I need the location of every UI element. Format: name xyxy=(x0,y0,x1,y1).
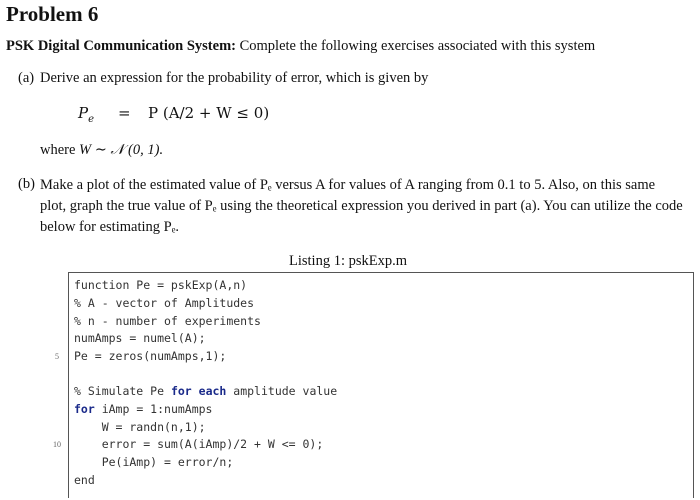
code-comment-start: % Simulate Pe xyxy=(74,384,171,398)
intro-text: Complete the following exercises associated with this system xyxy=(239,38,596,54)
equation-lhs xyxy=(78,104,94,125)
code-line-9: W = randn(n,1); xyxy=(74,420,206,434)
problem-title: Problem 6 xyxy=(6,2,99,26)
equation-equals: = xyxy=(118,104,131,122)
part-b-text xyxy=(40,175,692,238)
part-b-line-3: below for estimating Pₑ. xyxy=(40,219,180,235)
code-line-11: Pe(iAmp) = error/n; xyxy=(74,455,234,469)
code-line-12: end xyxy=(74,473,95,487)
code-line-4: numAmps = numel(A); xyxy=(74,331,206,345)
code-for-rest: iAmp = 1:numAmps xyxy=(94,402,213,416)
code-line-3: % n - number of experiments xyxy=(74,314,261,328)
code-keyword-for: for xyxy=(74,402,95,416)
where-expr: W ∼ 𝒩 (0, 1). xyxy=(79,142,164,158)
code-keyword-for-comment: for xyxy=(170,384,192,398)
eq-lhs-sub: e xyxy=(88,114,95,125)
part-a-text: Derive an expression for the probability of error, which is given by xyxy=(40,70,429,86)
where-line xyxy=(40,142,163,159)
equation-rhs: P (A/2 + W ≤ 0) xyxy=(148,104,270,122)
part-a-label: (a) xyxy=(18,70,35,86)
code-keyword-each: each xyxy=(198,384,227,398)
part-b-line-1: Make a plot of the estimated value of Pₑ versus A for values of A ranging from 0.1 to 5. Also, on this same xyxy=(40,177,656,193)
code-line-10: error = sum(A(iAmp)/2 + W <= 0); xyxy=(74,437,324,451)
eq-lhs-symbol: P xyxy=(78,104,89,122)
intro-bold: PSK Digital Communication System: xyxy=(6,38,236,54)
code-line-8 xyxy=(74,402,212,416)
part-b-line-2: plot, graph the true value of Pₑ using the theoretical expression you derived in part (a). You can utilize the code xyxy=(40,198,683,214)
line-number-10: 10 xyxy=(53,440,61,449)
code-line-1: function Pe = pskExp(A,n) xyxy=(74,278,248,292)
intro-line xyxy=(6,38,595,55)
line-number-5: 5 xyxy=(55,352,59,361)
code-line-2: % A - vector of Amplitudes xyxy=(74,296,255,310)
code-comment-tail: amplitude value xyxy=(226,384,338,398)
code-line-5: Pe = zeros(numAmps,1); xyxy=(74,349,227,363)
where-prefix: where xyxy=(40,142,76,158)
part-b-label: (b) xyxy=(18,176,35,192)
code-line-7 xyxy=(74,384,337,398)
listing-caption: Listing 1: pskExp.m xyxy=(289,253,408,269)
